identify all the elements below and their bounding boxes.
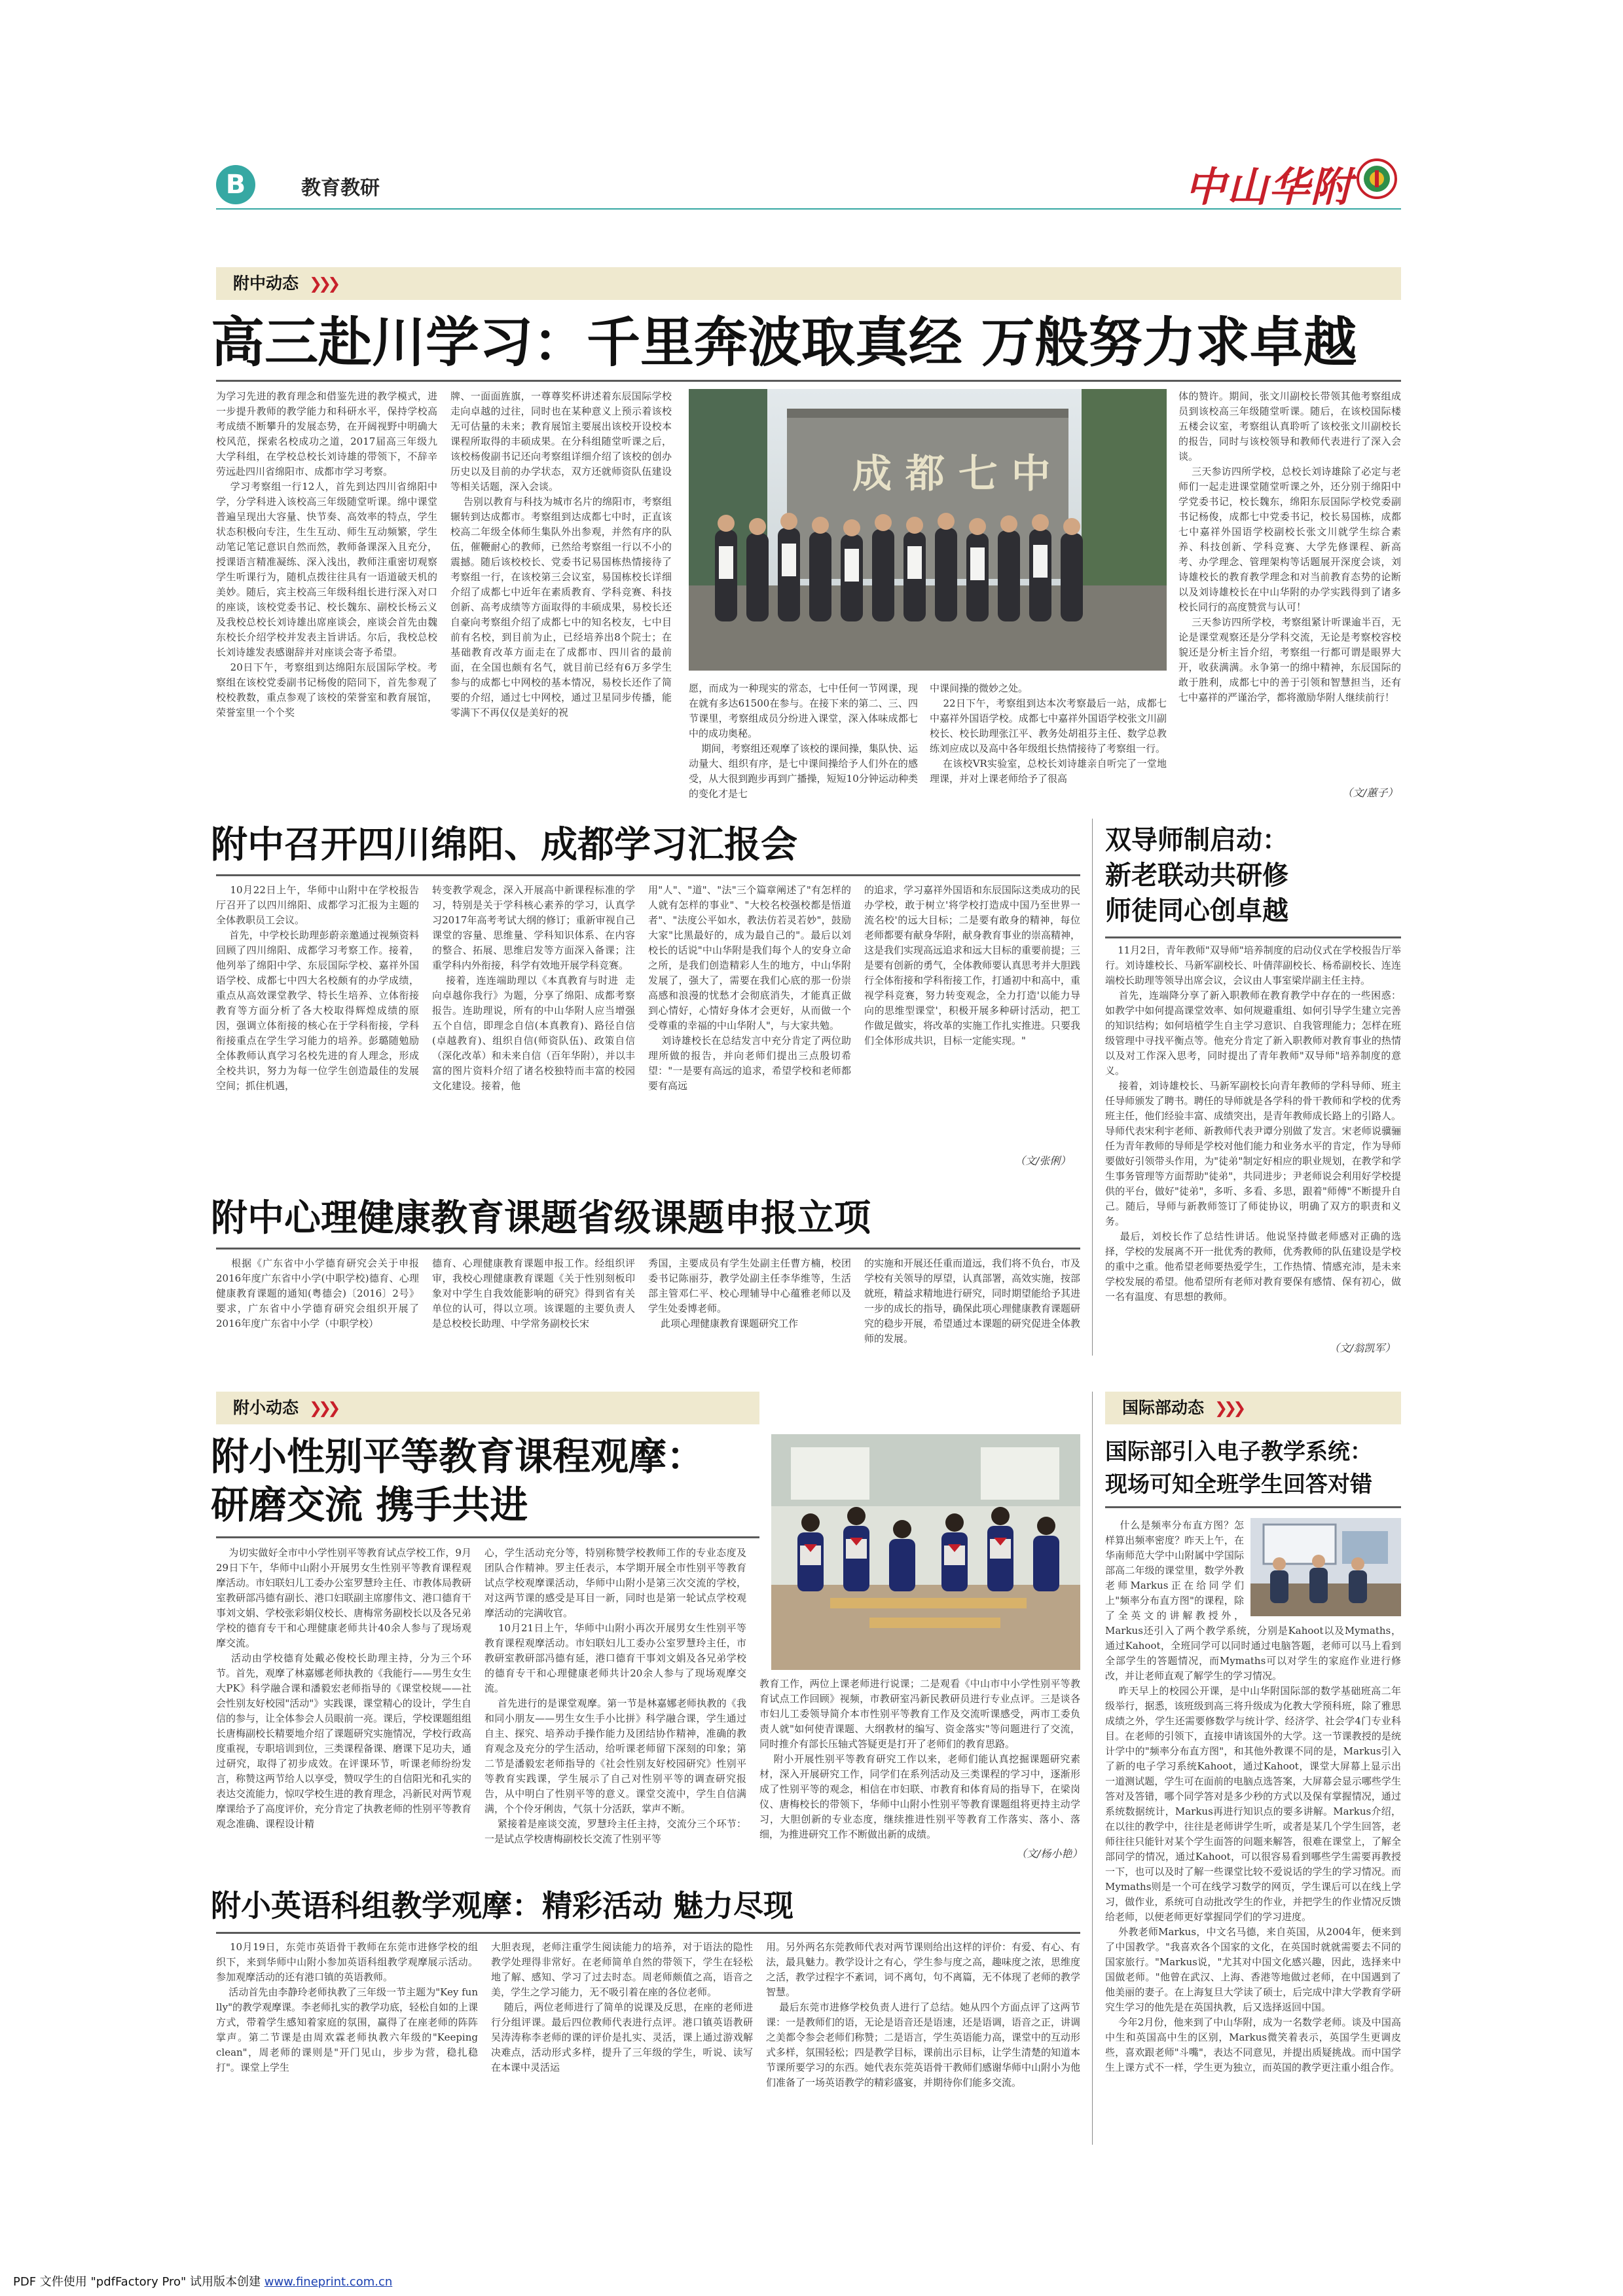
article1-rule (216, 380, 1401, 382)
article6-col1: 10月19日，东莞市英语骨干教师在东莞市进修学校的组织下，来到华师中山附小参加英语科组教学观摩展示活动。参加观摩活动的还有港口镇的英语教师。 活动首先由李静玲老师执教了三年级一节主题为"Key fun lly"的教学观摩课。李老师扎实的教学功底，轻松自如的上课方式，带着学生感知着家庭的氛围，赢得了在座老师的阵阵掌声。第二节课是由周欢霖老师执教六年级的"Keeping clean"，周老师的课则是"开门见山，步步为营，稳扎稳打"。课堂上学生 (216, 1941, 478, 2073)
article5-title-line2: 研磨交流 携手共进 (211, 1483, 528, 1527)
article1-col5: 体的赞许。期间，张文川副校长带领其他考察组成员到该校高三年级随堂听课。随后，在该校国际楼五楼会议室，考察组认真聆听了该校张文川副校长的报告，同时与该校领导和教师代表进行了深入会谈。 三天参访四所学校，总校长刘诗雄除了必定与老师们一起走进课堂随堂听课之外，还分别于绵阳中学党委书记，校长魏东，绵阳东辰国际学校党委副书记杨俊，成都七中党委书记，校长易国栋，成都七中嘉祥外国语学校副校长张文川就学生综合素养、科技创新、学科竞赛、大学先修课程、新高考、办学理念、管理架构等话题展开深度会谈，刘诗雄校长的教育教学理念和对当前教育态势的论断以及刘诗雄校长在中山华附的办学实践得到了诸多校长同行的高度赞赏与认可！ 三天参访四所学校，考察组紧计听课逾半百，无论是课堂观察还是分学科交流，无论是考察校容校貌还是分析主旨介绍，考察组一行都可谓是眼界大开，收获满满。永争第一的绵中精神，东辰国际的敢于胜利，成都七中的善于引领和智慧担当，还有七中嘉祥的严谨治学，都将激励华附人继续前行！ (1178, 390, 1401, 703)
article6-rule (216, 1932, 1080, 1934)
article1-photo (689, 389, 1167, 671)
column-divider (1092, 819, 1093, 1356)
article3-rule (1105, 936, 1401, 938)
article3-byline: （文/翁凯军） (1329, 1342, 1396, 1354)
article4-rule (216, 1248, 1080, 1250)
tag-label: 国际部动态 (1122, 1398, 1205, 1417)
footer-text: PDF 文件使用 "pdfFactory Pro" 试用版本创建 (13, 2275, 264, 2289)
article2-byline: （文/张俐） (1015, 1155, 1071, 1167)
section-letter: B (225, 170, 246, 200)
column-divider (1092, 1392, 1093, 2145)
article5-photo (771, 1434, 1080, 1670)
article6-col3: 用。另外两名东莞教师代表对两节课则给出这样的评价：有爱、有心、有法，最具魅力。教学设计之有心，学生参与度之高，趣味度之浓，思维度之活，教学过程字不紊词，词不离句，句不离篇，无不体现了老师的教学智慧。 最后东莞市进修学校负责人进行了总结。她从四个方面点评了这两节课：一是教师们的语，无论是语音还是语速，还是语调，语音之正，讲调之美都令参会老师们称赞；二是语言，学生英语能力高，课堂中的互动形式多样，氛围轻松；四是教学目标，课前出示目标，让学生清楚的知道本节课所要学习的东西。她代表东莞英语骨干教师们感谢华师中山附小为他们准备了一场英语教学的精彩盛宴，并期待你们能多交流。 (766, 1941, 1081, 2088)
article7-rule (1105, 1506, 1401, 1508)
article5-rule (216, 1536, 759, 1538)
article2-rule (216, 874, 1080, 876)
article2-col4: 的追求，学习嘉祥外国语和东辰国际这类成功的民办学校，敢于树立'将学校打造成中国乃至世界一流名校'的远大目标；二是要有敢身的精神，每位老师都要有献身华附，献身教育事业的崇高精神，这是我们实现高远追求和远大目标的重要前提；三是要有创新的勇气，全体教师要认真思考并大胆践行全体衔接和学科衔接工作，打通初中和高中，重视学科竞赛，努力转变观念，全力打造'以能力导向的思维型课堂'，积极开展多种研讨活动，把工作做足做实，将改革的实施工作扎实推进。只要我们全体形成共识，目标一定能实现。" (864, 884, 1081, 1046)
article1-col1: 为学习先进的教育理念和借鉴先进的教学模式，进一步提升教师的教学能力和科研水平，保持学校高考成绩不断攀升的发展态势，在开阔视野中明确大校风范，探索名校成功之道，2017届高三年级九大学科组，在学校总校长刘诗雄的带领下，不辞辛劳远赴四川省绵阳市、成都市学习考察。 学习考察组一行12人，首先到达四川省绵阳中学，分学科进入该校高三年级随堂听课。绵中课堂普遍呈现出大容量、快节奏、高效率的特点，学生状态积极向专注，生生互动、师生互动频繁，学生动笔记笔记意识自然而然，教师备课深入且充分，授课语言精准凝练、深入浅出，教师注重密切观察学生听课行为，随机点拨往往具有一语道破天机的美妙。随后，宾主校高三年级科组长进行深入对口的座谈，该校党委书记、校长魏东、副校长杨云义及我校总校长刘诗雄出席座谈会，座谈会首先由魏东校长介绍学校并发表主旨讲话。尔后，我校总校长刘诗雄发表感谢辞并对座谈会寄予希望。 20日下午，考察组到达绵阳东辰国际学校。考察组在该校党委副书记杨俊的陪同下，首先参观了校校教数，重点参观了该校的荣誉室和教育展馆，荣誉室里一个个奖 (216, 390, 437, 718)
article4-col4: 的实施和开展还任重而道远，我们将不负台，市及学校有关领导的厚望，认真部署，高效实施，按部就班，精益求精地进行研究，同时期望能给予其进一步的成长的指导，确保此项心理健康教育课题研究的稳步开展，希望通过本课题的研究促进全体教师的发展。 (864, 1257, 1081, 1344)
article1-byline: （文/蕙子） (1342, 787, 1398, 799)
article2-col1: 10月22日上午，华师中山附中在学校报告厅召开了以四川绵阳、成都学习汇报为主题的全体教职员工会议。 首先，中学校长助理彭蔚亲邀通过视频资料回顾了四川绵阳、成都学习考察工作。接着，他列举了绵阳中学、东辰国际学校、嘉祥外国语学校、成都七中四大名校颇有的办学成绩，重点从高效课堂教学、特长生培养、立体衔接教育等方面分析了各大校取得辉煌成绩的原因，强调立体衔接的核心在于学科衔接，学科衔接重点在学生学习能力的培养。彭璐随勉励全体教师认真学习名校先进的育人理念，形成全校共识，努力为每一位学生创造最佳的发展空间；抓住机遇， (216, 884, 419, 1092)
brand-logo: 中山华附 (1185, 163, 1353, 211)
article1-col4: 中课间操的微妙之处。 22日下午，考察组到达本次考察最后一站，成都七中嘉祥外国语学校。成都七中嘉祥外国语学校张文川副校长、校长助理张江平、教务处胡祖芬主任、数学总教练刘应成以及高中各年级组长热情接待了考察组一行。 在该校VR实验室，总校长刘诗雄亲自听完了一堂地理课，并对上课老师给予了很高 (930, 682, 1167, 785)
tag-label: 附中动态 (233, 274, 299, 293)
article5-col3: 教育工作，两位上课老师进行说课；二是观看《中山市中小学性别平等教育试点工作回顾》视频，市教研室冯新民教研员进行专业点评。三是谈各市妇儿工委领导简介本市性别平等教育工作及交流听课感受，两市工委负责人就"如何使青课题、大纲教材的编写、资金落实"等问题进行了交流，同时推介有部长压轴式答疑更是打开了老师们的教育思路。 附小开展性别平等教育研究工作以来，老师们能认真挖掘课题研究素材，深入开展研究工作，同学们在系列活动及三类课程的学习中，逐渐形成了性别平等的观念，相信在市妇联、市教育和体育局的指导下，在梁岗仪、唐梅校长的带领下，华师中山附小性别平等教育课题组将更持主动学习，大胆创新的专业态度，继续推进性别平等教育工作落实、落小、落细，为推进研究工作不断做出新的成绩。 (759, 1678, 1080, 1840)
article4-col1: 根据《广东省中小学德育研究会关于申报2016年度广东省中小学(中职学校)德育、心理健康教育课题的通知(粤德会)〔2016〕2号》要求，广东省中小学德育研究会组织开展了2016年度广东省中小学（中职学校） (216, 1257, 419, 1329)
article3-body: 11月2日，青年教师"双导师"培养制度的启动仪式在学校报告厅举行。刘诗雄校长、马新军副校长、叶倩萍副校长、杨希副校长、连连端校长助理等领导出席会议，会议由人事室梁岸副主任主持。 首先，连端降分享了新入职教师在教育教学中存在的一些困惑：如教学中如何提高课堂效率、如何规避重组、如何引导学生建立完善的知识结构；如何培植学生自主学习意识、自我管理能力；怎样在班级管理中寻找平衡点等。他充分肯定了新入职教师对教育事业的热情以及对工作深入思考，同时提出了青年教师"双导师"培养制度的意义。 接着，刘诗雄校长、马新军副校长向青年教师的学科导师、班主任导师颁发了聘书。聘任的导师就是各学科的骨干教师和学校的优秀班主任，他们经验丰富、成绩突出，是青年教师成长路上的引路人。导师代表宋利宇老师、新教师代表尹谭分别做了发言。宋老师说骥骊任为青年教师的导师是学校对他们能力和业务水平的肯定，作为导师要做好引领带头作用，为"徒弟"制定好相应的职业规划，在教学和学生事务管理等方面帮助"徒弟"，共同进步；尹老师说会利用好学校提供的平台，做好"徒弟"，多听、多看、多思，跟着"师傅"不断提升自己。随后，导师与新教师签订了师徒协议，明确了双方的职责和义务。 最后，刘校长作了总结性讲话。他说坚持做老师感对正确的选择，学校的发展离不开一批优秀的教师，优秀教师的队伍建设是学校的重中之重。他希望老师要热爱学生，工作热情、情感充沛，是未来学校发展的希望。他希望所有老师对教育要保有感情、保有初心，做一名有温度、有思想的教师。 (1105, 944, 1401, 1303)
article1-col3: 愿，而成为一种现实的常态，七中任何一节网课，现在就有多达61500在参与。在接下来的第二、三、四节课里，考察组成员分纷进入课堂，深入体味成都七中的成功奥秘。 期间，考察组还观摩了该校的课间操，集队快、运动量大、组织有序，是七中课间操给予人们外在的感受，从大很到跑步再到广播操，短短10分钟运动种类的变化才是七 (689, 682, 918, 800)
article2-col2: 转变教学观念，深入开展高中新课程标准的学习，特别是关于学科核心素养的学习，认真学习2017年高考考试大纲的修订；重新审视自己课堂的容量、思维量、学科知识体系、在内容的整合、拓展、思维启发等方面深入备课；注重学科内外衔接，科学有效地开展学科竞赛。 接着，连连端助理以《本真教育与时进 走向卓越你我行》为题，分享了绵阳、成都考察报告。连助理说，所有的中山华附人应当增强五个自信，即理念自信(本真教育)、路径自信(卓越教育)、组织自信(师资队伍)、政策自信（深化改革）和未来自信（百年华附），并以丰富的图片资料介绍了诸名校独特而丰富的校园文化建设。接着，他 (432, 884, 635, 1092)
school-emblem (1357, 158, 1397, 199)
article4-col2: 德育、心理健康教育课题申报工作。经组织评审，我校心理健康教育课题《关于性别刻板印象对中学生自我效能影响的研究》得到省有关单位的认可，得以立项。该课题的主要负责人是总校校长助理、中学常务副校长宋 (432, 1257, 635, 1329)
chevron-icon: ❯❯❯ (309, 1399, 337, 1417)
tag-fuzhong-news-1 (216, 267, 1401, 300)
chevron-icon: ❯❯❯ (309, 274, 337, 293)
article5-col1: 为切实做好全市中小学性别平等教育试点学校工作，9月29日下午，华师中山附小开展男女生性别平等教育课程观摩活动。市妇联妇儿工委办公室罗慧玲主任、市教体局教研室教研部冯德有副长、港口妇联副主席廖伟文、港口德育干事刘文娟、学校张彩娟仪校长、唐梅常务副校长以及各兄弟学校的德育专干和心理健康老师共计40余人参与了现场观摩交流。 活动由学校德育处戴必俊校长助理主持，分为三个环节。首先，观摩了林嘉娜老师执教的《我能行——男生女生大PK》科学融合课和潘毅宏老师指导的《课堂校规——社会性别友好校园"活动"》实践课，课堂精心的设计，学生自信的参与，让全体参会人员眼前一亮。课后，学校课题组组长唐梅副校长精要地介绍了课题研究实施情况，学校行政高度重视，专职培训到位，三类课程备课、磨课下足功夫，通过研究，取得了初步成效。在评课环节，听课老师纷纷发言，称赞这两节给人以享受，赞叹学生的自信阳光和孔实的表达交流能力，惊叹学校生进的教育理念，冯新民对两节观摩课给予了高度评价，充分肯定了执教老师的性别平等教育观念准确、课程设计精 (216, 1547, 472, 1830)
svg-text:成 都 七 中: 成 都 七 中 (852, 451, 1051, 497)
article3-title: 双导师制启动： 新老联动共研修 师徒同心创卓越 (1105, 824, 1288, 926)
article5-title-line1: 附小性别平等教育课程观摩： (211, 1434, 705, 1479)
article5-col2: 心，学生活动充分等，特别称赞学校教师工作的专业态度及团队合作精神。罗主任表示，本学期开展全市性别平等教育试点学校观摩课活动，华师中山附小是第三次交流的学校，对这两节课的感受是耳目一新，同时也是第一轮试点学校观摩活动的完满收官。 10月21日上午，华师中山附小再次开展男女生性别平等教育课程观摩活动。市妇联妇儿工委办公室罗慧玲主任，市教研室教研部冯德有延，港口德育干事刘文娟及各兄弟学校的德育专干和心理健康老师共计20余人参与了现场观摩交流。 首先进行的是课堂观摩。第一节是林嘉娜老师执教的《我和同小朋友——男生女生手小比拼》科学融合课，学生通过自主、探究、培养动手操作能力及团结协作精神，准确的教育观念及充分的学生活动，给听课老师留下深刻的印象；第二节是潘毅宏老师指导的《社会性别友好校园研究》性别平等教育实践课，学生展示了自己对性别平等的调查研究报告，从中明白了性别平等的意义。课堂交流中，学生自信满满，个个伶牙俐齿，气氛十分活跃，掌声不断。 紧接着是座谈交流，罗慧玲主任主持，交流分三个环节：一是试点学校唐梅副校长交流了性别平等 (484, 1547, 746, 1845)
article4-title: 附中心理健康教育课题省级课题申报立项 (211, 1196, 871, 1240)
article2-col3: 用"人"、"道"、"法"三个篇章阐述了"有怎样的人就有怎样的事业"、"大校名校强校都是悟道者"、"法度公平如水，教法仿若灵若妙"，鼓励大家"比黑最好的，成为最自己的"。最后以刘校长的话说"中山华附是我们每个人的安身立命之所，是我们创造精彩人生的地方，中山华附发展了，强大了，需要在我们心底的那一份崇高感和浪漫的忧愁才会彻底消失，才能真正做到心情好，心情好身体才会更好，从而做一个受尊重的幸福的中山华附人"，与大家共勉。 刘诗雄校长在总结发言中充分肯定了两位助理所做的报告，并向老师们提出三点殷切希望："一是要有高远的追求，希望学校和老师都要有高远 (648, 884, 851, 1092)
article6-col2: 大胆表现，老师注重学生阅读能力的培养，对于语法的隐性教学处理得非常好。在老师简单自然的带领下，学生在轻松地了解、感知、学习了过去时态。周老师颇值之高，语音之美，学生之学习能力，无不吸引着在座的各位老师。 随后，两位老师进行了简单的说课及反思，在座的老师进行分组评课。最后四位教师代表进行点评。港口镇英语教研吴涛涛称李老师的课的评价是扎实、灵活，课上通过游戏解决难点，活动形式多样，提升了三年级的学生，听说、读写在本课中灵活运 (491, 1941, 753, 2073)
footer-link[interactable]: www.fineprint.com.cn (264, 2275, 393, 2289)
article5-byline: （文/杨小艳） (1016, 1847, 1083, 1860)
article1-col2: 牌、一面面旌旗，一尊尊奖杯讲述着东辰国际学校走向卓越的过往，同时也在某种意义上预示着该校无可估量的未来；教育展馆主要展出该校开设校本课程所取得的丰硕成果。在分科组随堂听课之后，该校杨俊副书记还向考察组详细介绍了该校的创办历史以及目前的办学状态，双方还就师资队伍建设等相关话题，深入会谈。 告别以教育与科技为城市名片的绵阳市，考察组辗转到达成都市。考察组到达成都七中时，正直该校高二年级全体师生集队外出参观，并然有序的队伍，催鞭耐心的教师，已然给考察组一行以不小的震撼。随后该校校长、党委书记易国栋热情接待了考察组一行，在该校第三会议室，易国栋校长详细介绍了成都七中近年在素质教育、学科竞赛、科技创新、高考成绩等方面取得的丰硕成果，易校长还自豪向考察组介绍了成都七中的知名校友，七中目前有名校，到目前为止，已经培养出8个院士；在基础教育改革方面走在了成都市、四川省的最前面，在全国也颇有名气，就目前已经有6万多学生参与的成都七中网校的基本情况，易校长还作了简要的介绍，通过七中网校，通过卫星同步传播，能零满下不再仅仅是美好的祝 (450, 390, 672, 718)
article7-body-top: 什么是频率分布直方图？怎样算出频率密度？昨天上午，在华南师范大学中山附属中学国际部高二年级的课堂里，数学外教老师Markus正在给同学们上"频率分布直方图"的课程，除了全英文的讲解教授外，Markus还引入了两个教学系统，分别是Kahoot以及Mymaths，通过Kahoot，全班同学可以同时通过电脑答题，老师可以马上看到全部学生的答题情况，而Mymaths可以对学生的家庭作业进行修改，并让老师直观了解学生的学习情况。 昨天早上的校园公开课，是中山华附国际部的数学基础班高二年级举行，据悉，该班级到高三将升级成为化教大学预科班，除了雅思成绩之外，学生还需要修数学与统计学、经济学、社会学4门专业科目。在老师的引领下，直接申请该国外的大学。这一节课教授的是统计学中的"频率分布直方图"，和其他外教课不同的是，Markus引入了新的电子学习系统Kahoot，通过Kahoot，课堂大屏幕上显示出一道测试题，学生可在面前的电脑点选答案，大屏幕会显示哪些学生答对及答错，哪个同学答对是多少秒的方式以及保有掌握情况，通过系统数据统计，Markus再进行知识点的要多讲解。Markus介绍，在以往的教学中，往往是老师讲学生听，或者是某几个学生回答，老师往往只能针对某个学生面答的问题来解答，很难在课堂上，了解全部同学的情况，通过Kahoot，可以很容易看到哪些学生需要再教授一下，也可以及时了解一些课堂比较不爱说话的学生的学习情况。而Mymaths则是一个可在线学习数学的网页，学生课后可以在线上学习，做作业，系统可自动批改学生的作业，并把学生的作业情况反馈给老师，以便老师更好掌握同学们的学习进度。 外教老师Markus，中文名马德，来自英国，从2004年，便来到了中国教学。"我喜欢各个国家的文化，在英国时就就需要去不同的国家旅行。"Markus说，"尤其对中国文化感兴趣，因此，选择来中国做老师。"他曾在武汉、上海、香港等地做过老师，在中国遇到了他美丽的妻子。在上海复旦大学读了硕士，后完成中津大学教育学研究生学习的他先是在英国执教，后又选择返回中国。 今年2月份，他来到了中山华附，成为一名数学老师。谈及中国高中生和英国高中生的区别，Markus微笑着表示，英国学生更调皮些，喜欢跟老师"斗嘴"，表达不同意见，并提出质疑挑战。而中国学生上课方式不一样，学生更为独立，而英国的教学更注重小组合作。 (1105, 1519, 1401, 2073)
tag-label: 附小动态 (233, 1398, 299, 1417)
tag-intl-news (1105, 1392, 1401, 1424)
article2-title: 附中召开四川绵阳、成都学习汇报会 (211, 823, 797, 866)
section-name: 教育教研 (301, 177, 380, 200)
pdf-footer (13, 2272, 392, 2289)
chevron-icon: ❯❯❯ (1214, 1399, 1243, 1417)
article6-title: 附小英语科组教学观摩：精彩活动 魅力尽现 (211, 1888, 794, 1923)
article4-col3: 秀国，主要成员有学生处副主任曹方楠，校团委书记陈丽芬，教学处副主任李华维等，生活部主管邓仁平、校心理辅导中心蕴雅老师以及学生处委博老师。 此项心理健康教育课题研究工作 (648, 1257, 851, 1329)
article1-title: 高三赴川学习：千里奔波取真经 万般努力求卓越 (211, 311, 1357, 374)
article7-title: 国际部引入电子教学系统： 现场可知全班学生回答对错 (1105, 1439, 1372, 1498)
tag-fuxiao-news (216, 1392, 759, 1424)
